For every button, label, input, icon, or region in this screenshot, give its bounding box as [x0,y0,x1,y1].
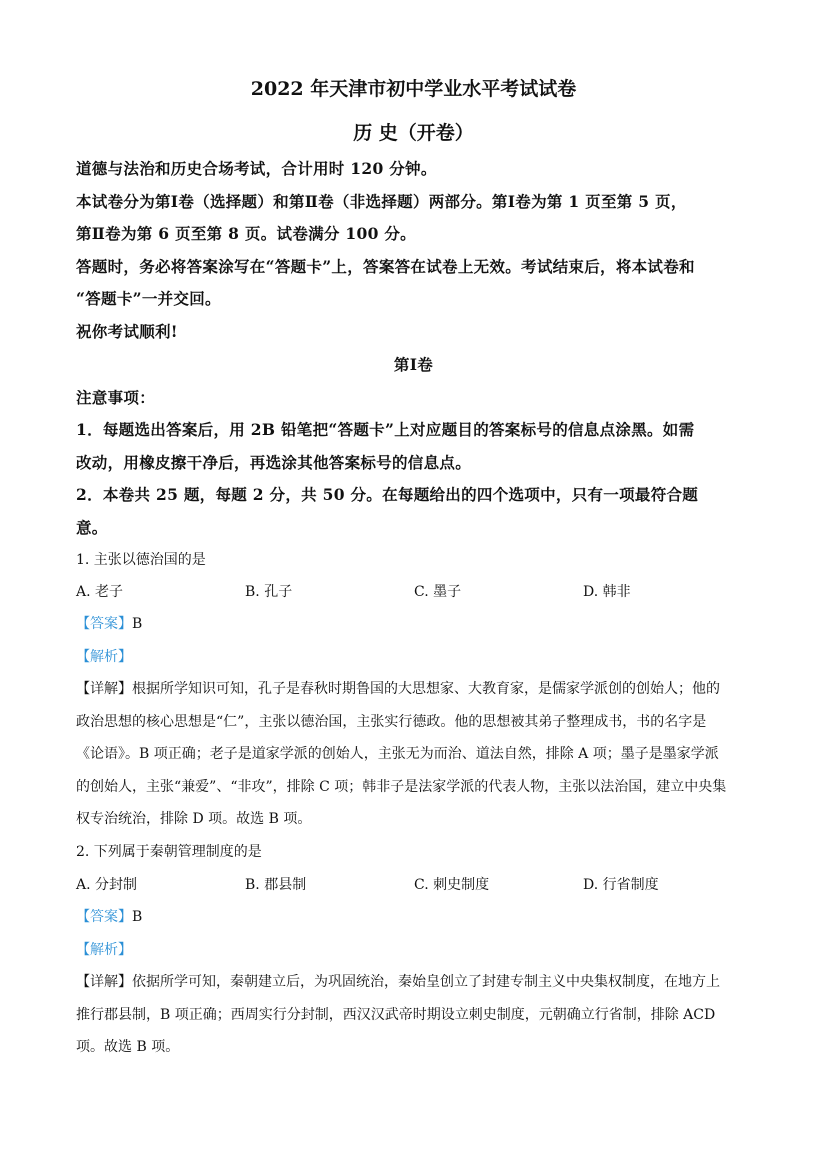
page-title: 2022 年天津市初中学业水平考试试卷 [250,78,577,100]
detail-line: 【详解】依据所学可知，秦朝建立后，为巩固统治，秦始皇创立了封建专制主义中央集权制度，在地方上 [76,974,720,990]
notice-line: 2．本卷共 25 题，每题 2 分，共 50 分。在每题给出的四个选项中，只有一项最符合题 [76,485,699,504]
option-d: D. 韩非 [583,584,631,600]
option-c: C. 刺史制度 [414,877,490,893]
detail-line: 【详解】根据所学知识可知，孔子是春秋时期鲁国的大思想家、大教育家，是儒家学派创的创始人；他的 [76,681,720,697]
notice-line: 改动，用橡皮擦干净后，再选涂其他答案标号的信息点。 [76,453,472,472]
analysis-tag: 【解析】 [76,942,132,958]
intro-line: 答题时，务必将答案涂写在“答题卡”上，答案答在试卷上无效。考试结束后，将本试卷和 [76,257,695,276]
answer-line [76,906,749,926]
detail-line: 的创始人，主张“兼爱”、“非攻”，排除 C 项；韩非子是法家学派的代表人物，主张以法治国，建立中央集 [76,779,727,795]
option-d: D. 行省制度 [583,877,659,893]
answer-value: B [132,909,143,925]
detail-line: 《论语》。B 项正确；老子是道家学派的创始人，主张无为而治、道法自然，排除 A 项；墨子是墨家学派 [76,746,719,762]
detail-line: 政治思想的核心思想是“仁”，主张以德治国，主张实行德政。他的思想被其弟子整理成书，书的名字是 [76,714,707,730]
detail-line: 权专治统治，排除 D 项。故选 B 项。 [76,811,312,827]
intro-line: 第Ⅱ卷为第 6 页至第 8 页。试卷满分 100 分。 [76,224,416,243]
option-a: A. 分封制 [76,877,138,893]
answer-value: B [132,616,143,632]
detail-line: 推行郡县制，B 项正确；西周实行分封制，西汉汉武帝时期设立刺史制度，元朝确立行省制，排除 ACD [76,1007,716,1023]
page-subtitle: 历 史（开卷） [353,122,474,144]
notice-line: 1．每题选出答案后，用 2B 铅笔把“答题卡”上对应题目的答案标号的信息点涂黑。如需 [76,420,695,439]
answer-line [76,613,749,633]
intro-line: 祝你考试顺利! [76,322,178,341]
intro-line: “答题卡”一并交回。 [76,289,221,308]
option-b: B. 郡县制 [245,877,307,893]
analysis-tag: 【解析】 [76,649,132,665]
answer-tag: 【答案】 [76,909,132,925]
intro-line: 道德与法治和历史合场考试，合计用时 120 分钟。 [76,159,437,178]
answer-tag: 【答案】 [76,616,132,632]
notice-line: 意。 [76,518,108,537]
intro-line: 本试卷分为第Ⅰ卷（选择题）和第Ⅱ卷（非选择题）两部分。第Ⅰ卷为第 1 页至第 5 页， [76,192,687,211]
section-title: 第Ⅰ卷 [393,355,434,374]
option-a: A. 老子 [76,584,124,600]
question-stem: 1. 主张以德治国的是 [76,552,206,568]
notice-heading: 注意事项： [76,388,156,407]
question-stem: 2. 下列属于秦朝管理制度的是 [76,844,262,860]
option-b: B. 孔子 [245,584,293,600]
option-c: C. 墨子 [414,584,462,600]
detail-line: 项。故选 B 项。 [76,1039,180,1055]
